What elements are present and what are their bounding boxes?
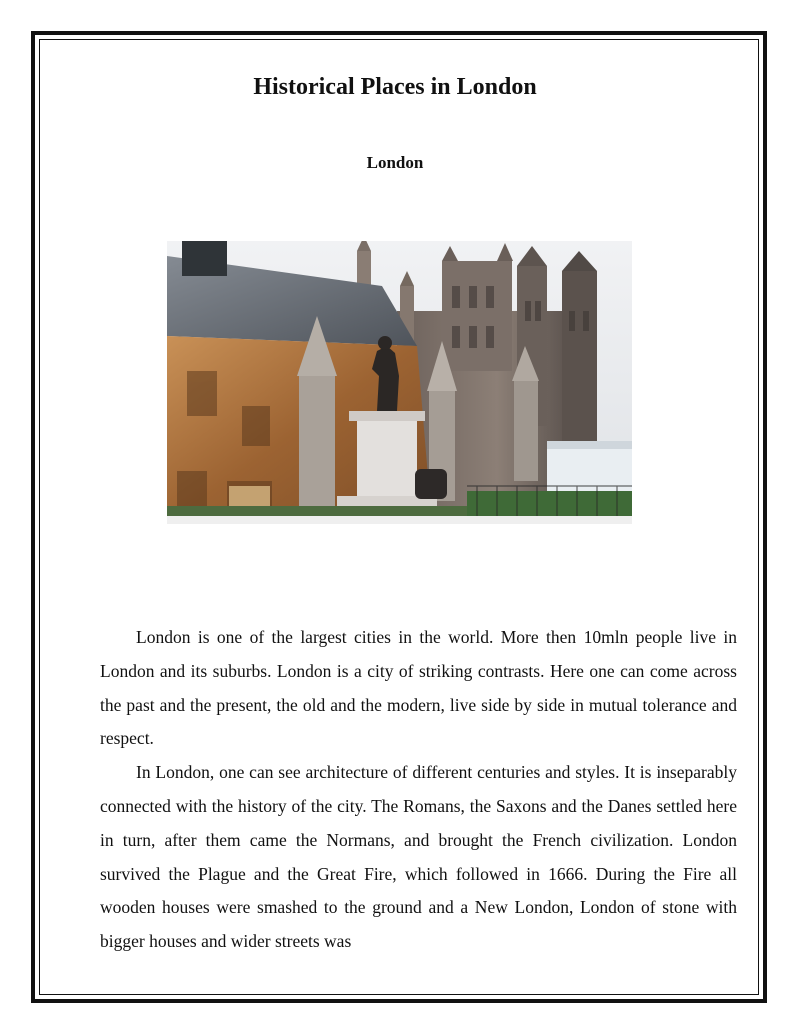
- paragraph: London is one of the largest cities in the world. More then 10mln people live in London and its suburbs. London is a city of striking contrasts. Here one can come across the past and the present, the old and the modern, live side by side in mutual tolerance and respect.: [100, 627, 737, 749]
- document-title: Historical Places in London: [253, 74, 537, 100]
- paragraph: In London, one can see architecture of different centuries and styles. It is inseparably connected with the history of the city. The Romans, the Saxons and the Danes settled here in turn, after them came the Normans, and brought the French civilization. London survived the Plague and the Great Fire, which followed in 1666. During the Fire all wooden houses were smashed to the ground and a New London, London of stone with bigger houses and wider streets was: [100, 762, 737, 952]
- document-subtitle: London: [366, 153, 424, 172]
- photo-illustration: [167, 241, 632, 524]
- westminster-photo: [167, 241, 632, 524]
- body-text: [100, 621, 737, 959]
